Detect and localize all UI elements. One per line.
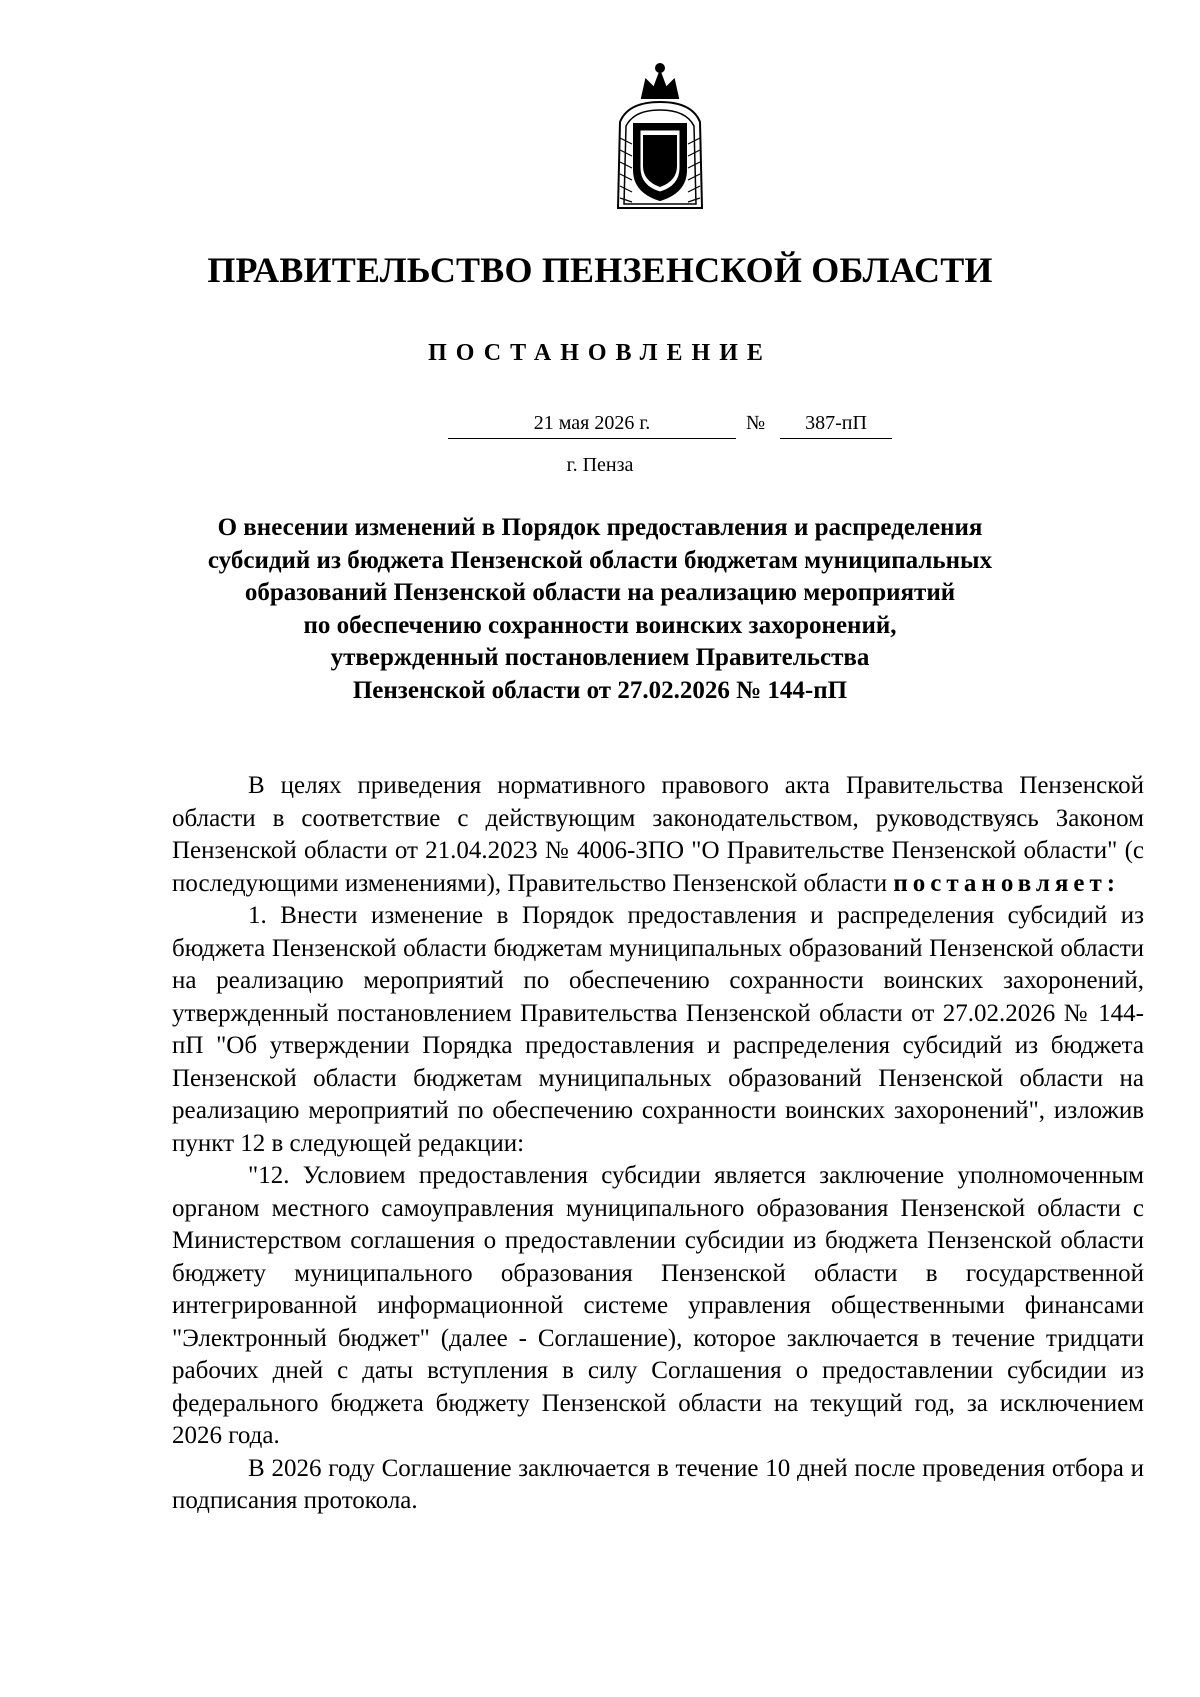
government-title: ПРАВИТЕЛЬСТВО ПЕНЗЕНСКОЙ ОБЛАСТИ: [207, 250, 993, 290]
coat-of-arms-emblem: [608, 58, 712, 210]
subject-line: Пензенской области от 27.02.2026 № 144-пП: [352, 676, 848, 704]
item-1-paragraph: 1. Внести изменение в Порядок предоставления и распределения субсидий из бюджета Пензенской области бюджетам муниципальных образований Пензенской области на реализацию мероприятий по обеспечению сохранности воинских захоронений, утвержденный постановлением Правительства Пензенской области от 27.02.2026 № 144-пП "Об утверждении Порядка предоставления и распределения субсидий из бюджета Пензенской области бюджетам муниципальных образований Пензенской области на реализацию мероприятий по обеспечению сохранности воинских захоронений", изложив пункт 12 в следующей редакции:: [172, 902, 1144, 1157]
document-city: г. Пенза: [566, 454, 634, 476]
document-subject: [150, 512, 1050, 707]
subject-line: утвержденный постановлением Правительства: [330, 644, 870, 671]
subject-line: по обеспечению сохранности воинских захоронений,: [303, 611, 897, 639]
subject-line: субсидий из бюджета Пензенской области бюджетам муниципальных: [207, 546, 993, 574]
item-12-paragraph: "12. Условием предоставления субсидии является заключение уполномоченным органом местного самоуправления муниципального образования Пензенской области с Министерством соглашения о предоставлении субсидии из бюджета Пензенской области бюджету муниципального образования Пензенской области в государственной интегрированной информационной системе управления общественными финансами "Электронный бюджет" (далее - Соглашение), которое заключается в течение тридцати рабочих дней с даты вступления в силу Соглашения о предоставлении субсидии из федерального бюджета бюджету Пензенской области на текущий год, за исключением 2026 года.: [172, 1162, 1144, 1449]
document-number: 387-пП: [780, 410, 892, 439]
decree-word: постановляет:: [893, 869, 1121, 897]
document-type: ПОСТАНОВЛЕНИЕ: [428, 340, 772, 366]
item-12-2026-paragraph: В 2026 году Соглашение заключается в течение 10 дней после проведения отбора и подписания протокола.: [172, 1454, 1144, 1514]
intro-text: В целях приведения нормативного правового акта Правительства Пензенской области в соответствие с действующим законодательством, руководствуясь Законом Пензенской области от 21.04.2023 № 4006-ЗПО "О Правительстве Пензенской области" (с последующими изменениями), Правительство Пензенской области: [172, 772, 1144, 897]
subject-line: образований Пензенской области на реализацию мероприятий: [244, 579, 956, 606]
intro-paragraph: [172, 770, 1144, 900]
document-date: 21 мая 2026 г.: [448, 410, 736, 439]
subject-line: О внесении изменений в Порядок предоставления и распределения: [217, 514, 983, 541]
document-body: [172, 770, 1144, 1518]
number-sign: №: [746, 412, 766, 434]
